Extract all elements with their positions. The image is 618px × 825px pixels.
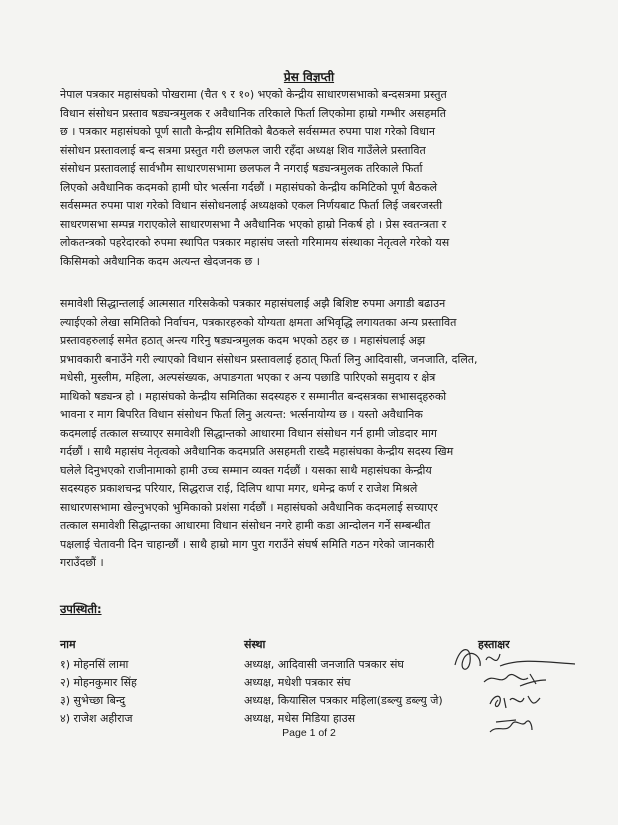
signature-2 — [480, 668, 550, 690]
column-header-signature: हस्ताक्षर — [478, 638, 510, 651]
paragraph-line: संसोधन प्रस्तावलाई सार्वभौम साधारणसभामा छलफल नै नगराई षड्यन्त्रमुलक तरिकाले फिर्ता — [60, 162, 423, 175]
attendee-name: ४) राजेश अहीराज — [60, 712, 133, 725]
paragraph-line: सर्वसम्मत रुपमा पाश गरेको विधान संसोधनलाई अध्यक्षको एकल निर्णयबाट फिर्ता लिई जबरजस्ती — [60, 199, 443, 212]
paragraph-line: विधान संसोधन प्रस्ताव षड्यन्त्रमुलक र अवैधानिक तरिकाले फिर्ता लिएकोमा हाम्रो गम्भीर असहमति — [60, 106, 446, 120]
column-header-org: संस्था — [244, 638, 266, 651]
attendee-name: २) मोहनकुमार सिंह — [60, 676, 137, 689]
signature-3 — [484, 690, 544, 714]
paragraph-line: समावेशी सिद्धान्तलाई आत्मसात गरिसकेको पत्रकार महासंघलाई अझै बिशिष्ट रुपमा अगाडी बढाउन — [60, 297, 446, 310]
attendee-name: १) मोहनसिं लामा — [60, 658, 129, 671]
paragraph-line: पक्षलाई चेतावनी दिन चाहान्छौं । साथै हाम्रो माग पुरा गराउँने संघर्ष समिति गठन गरेको जानकारी — [60, 537, 435, 551]
column-header-name: नाम — [60, 638, 76, 651]
paragraph-line: संसोधन प्रस्तावलाई बन्द सत्रमा प्रस्तुत गरी छलफल जारी रहँदा अध्यक्ष शिव गाउँलेले प्रस्तावित — [60, 143, 426, 157]
attendee-org: अध्यक्ष, आदिवासी जनजाति पत्रकार संघ — [244, 658, 404, 671]
paragraph-line: भावना र माग बिपरित विधान संसोधन फिर्ता लिनु अत्यन्त: भर्त्सनायोग्य छ । यस्तो अवैधानिक — [60, 408, 423, 421]
paragraph-line: घलेले दिनुभएको राजीनामाको हामी उच्च सम्मान व्यक्त गर्दछौं । यसका साथै महासंघका केन्द्रीय — [60, 463, 432, 477]
paragraph-line: लिएको अवैधानिक कदमको हामी घोर भर्त्सना गर्दछौं । महासंघको केन्द्रीय कमिटिको पूर्ण बैठकले — [60, 180, 438, 194]
paragraph-line: माथिको षड्यन्त्र हो । महासंघको केन्द्रीय समितिका सदस्यहरु र सम्मानीत बन्दसत्रका सभासद्हरुको — [60, 389, 447, 403]
attendee-org: अध्यक्ष, मधेस मिडिया हाउस — [244, 712, 356, 725]
paragraph-line: नेपाल पत्रकार महासंघको पोखरामा (चैत ९ र १०) भएको केन्द्रीय साधारणसभाको बन्दसत्रमा प्रस्तुत — [60, 88, 447, 101]
paragraph-line: कदमलाई तत्काल सच्याएर समावेशी सिद्धान्तको आधारमा विधान संसोधन गर्न हामी जोडदार माग — [60, 426, 437, 440]
paragraph-line: गराउँदछौं । — [60, 556, 104, 569]
paragraph-line: ल्याईएको लेखा समितिको निर्वाचन, पत्रकारहरुको योग्यता क्षमता अभिवृद्धि लगायतका अन्य प्रस्तावित — [60, 315, 457, 329]
paragraph-line: साधरणसभा सम्पन्न गराएकोले साधारणसभा नै अवैधानिक भएको हाम्रो निकर्ष हो । प्रेस स्वतन्त्रता र — [60, 217, 447, 231]
attendance-label: उपस्थिती: — [60, 602, 102, 616]
page-footer: Page 1 of 2 — [282, 727, 336, 739]
paragraph-line: प्रस्तावहरुलाई समेत हठात् अन्त्य गरिनु षड्यन्त्रमुलक कदम भएको ठहर छ । महासंघलाई अझ — [60, 334, 426, 347]
paragraph-line: तत्काल समावेशी सिद्धान्तका आधारमा विधान संसोधन नगरे हामी कडा आन्दोलन गर्ने सम्बन्धीत — [60, 519, 431, 532]
paragraph-line: गर्दछौं । साथै महासंघ नेतृत्वको अवैधानिक कदमप्रति असहमती राख्दै महासंघका केन्द्रीय सदस्य खिम — [60, 445, 454, 458]
attendee-name: ३) सुभेच्छा बिन्दु — [60, 694, 126, 707]
attendee-org: अध्यक्ष, कियासिल पत्रकार महिला(डब्ल्यु डब्ल्यु जे) — [244, 694, 443, 707]
paragraph-line: प्रभावकारी बनाउँने गरी ल्याएको विधान संसोधन प्रस्तावलाई हठात् फिर्ता लिनु आदिवासी, जनजाति, दलित, — [60, 352, 478, 366]
paragraph-line: सदस्यहरु प्रकाशचन्द्र परियार, सिद्धराज राई, दिलिप थापा मगर, धमेन्द्र कर्ण र राजेश मिश्रले — [60, 482, 418, 495]
paragraph-line: साधारणसभामा खेल्नुभएको भुमिकाको प्रशंसा गर्दछौं । महासंघको अवैधानिक कदमलाई सच्याएर — [60, 500, 438, 514]
paragraph-line: लोकतन्त्रको पहरेदारको रुपमा स्थापित पत्रकार महासंघ जस्तो गरिमामय संस्थाका नेतृत्वले गरेको यस — [60, 236, 450, 249]
paragraph-line: मधेसी, मुस्लीम, महिला, अल्पसंख्यक, अपाङगता भएका र अन्य पछाडि पारिएको समुदाय र क्षेत्र — [60, 371, 436, 384]
paragraph-2 — [60, 295, 578, 573]
paragraph-line: छ । पत्रकार महासंघको पूर्ण सातौ केन्द्रीय समितिको बैठकले सर्वसम्मत रुपमा पाश गरेको विधान — [60, 125, 435, 138]
paragraph-line: किसिमको अवैधानिक कदम अत्यन्त खेदजनक छ । — [60, 254, 260, 268]
attendee-org: अध्यक्ष, मधेशी पत्रकार संघ — [244, 676, 351, 689]
paragraph-1 — [60, 86, 578, 271]
document-title: प्रेस विज्ञप्ती — [283, 70, 335, 84]
